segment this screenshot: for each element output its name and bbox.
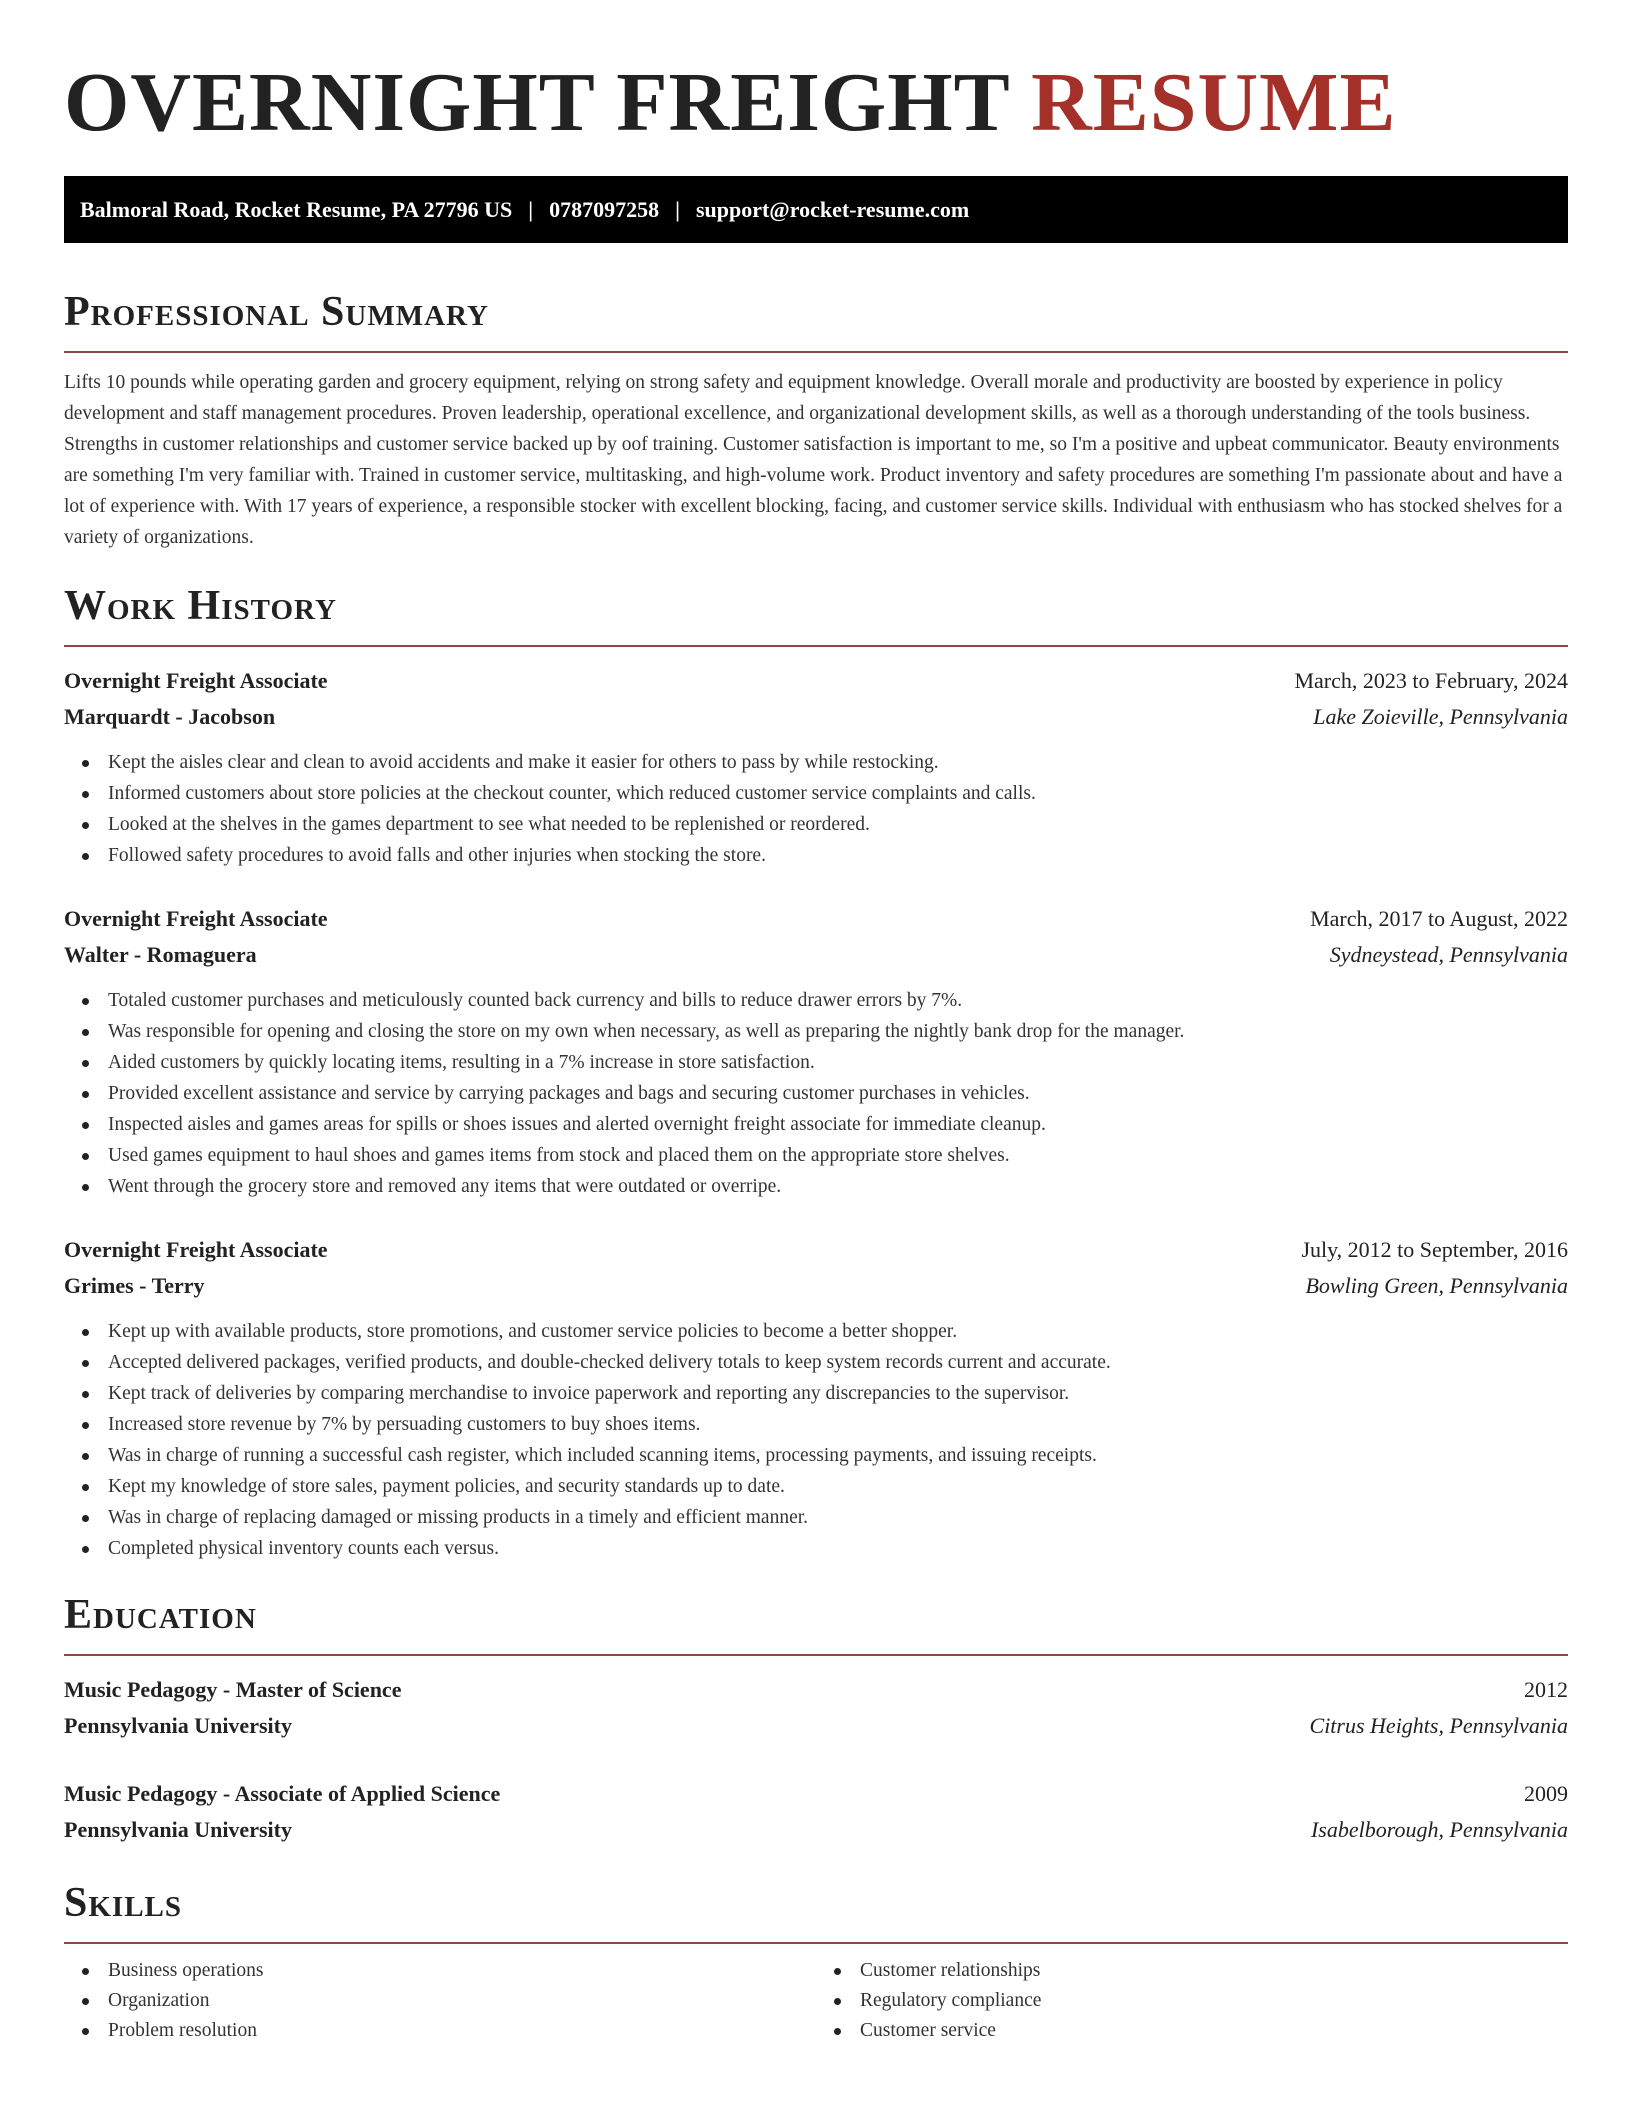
summary-section (64, 287, 1568, 553)
education-subheader (64, 1812, 1568, 1848)
skills-column-right (816, 1956, 1568, 2046)
list-item: Informed customers about store policies at the checkout counter, which reduced customer service complaints and calls. (64, 778, 1568, 809)
contact-phone: 0787097258 (549, 196, 660, 222)
contact-bar (64, 176, 1568, 243)
title-accent: RESUME (1031, 56, 1397, 149)
job-location: Sydneystead, Pennsylvania (1329, 942, 1568, 967)
skill-item: Organization (64, 1986, 816, 2016)
contact-email: support@rocket-resume.com (695, 196, 970, 222)
education-section (64, 1590, 1568, 1848)
job-title: Overnight Freight Associate (64, 668, 328, 693)
education-degree: Music Pedagogy - Master of Science (64, 1677, 402, 1702)
list-item: Was responsible for opening and closing the store on my own when necessary, as well as preparing the nightly bank drop for the manager. (64, 1016, 1568, 1047)
skill-item: Business operations (64, 1956, 816, 1986)
contact-separator: | (675, 196, 680, 222)
summary-text: Lifts 10 pounds while operating garden and grocery equipment, relying on strong safety and equipment knowledge. Overall morale and productivity are boosted by experience in policy development and staff management procedures. Proven leadership, operational excellence, and organizational development skills, as well as a thorough understanding of the tools business. Strengths in customer relationships and customer service backed up by oof training. Customer satisfaction is important to me, so I'm a positive and upbeat communicator. Beauty environments are something I'm very familiar with. Trained in customer service, multitasking, and high-volume work. Product inventory and safety procedures are something I'm passionate about and have a lot of experience with. With 17 years of experience, a responsible stocker with excellent blocking, facing, and customer service skills. Individual with enthusiasm who has stocked shelves for a variety of organizations. (64, 372, 1563, 548)
contact-address: Balmoral Road, Rocket Resume, PA 27796 US (80, 196, 513, 222)
skill-item: Regulatory compliance (816, 1986, 1568, 2016)
resume-title (64, 58, 1568, 148)
list-item: Totaled customer purchases and meticulously counted back currency and bills to reduce drawer errors by 7%. (64, 985, 1568, 1016)
list-item: Kept the aisles clear and clean to avoid accidents and make it easier for others to pass by while restocking. (64, 747, 1568, 778)
education-location: Isabelborough, Pennsylvania (1310, 1817, 1568, 1842)
list-item: Aided customers by quickly locating items, resulting in a 7% increase in store satisfaction. (64, 1047, 1568, 1078)
list-item: Accepted delivered packages, verified products, and double-checked delivery totals to keep system records current and accurate. (64, 1347, 1568, 1378)
education-year: 2009 (1524, 1781, 1568, 1806)
skill-item: Customer relationships (816, 1956, 1568, 1986)
job-company: Grimes - Terry (64, 1273, 205, 1298)
skills-grid (64, 1956, 1568, 2046)
job-entry (64, 663, 1568, 871)
section-heading-work-history: Work History (64, 581, 1568, 647)
job-subheader (64, 699, 1568, 735)
list-item: Kept my knowledge of store sales, payment policies, and security standards up to date. (64, 1471, 1568, 1502)
section-heading-education: Education (64, 1590, 1568, 1656)
list-item: Followed safety procedures to avoid falls and other injuries when stocking the store. (64, 840, 1568, 871)
job-header (64, 901, 1568, 937)
contact-separator: | (528, 196, 534, 222)
list-item: Went through the grocery store and removed any items that were outdated or overripe. (64, 1171, 1568, 1202)
skills-section (64, 1878, 1568, 2046)
job-entry (64, 1232, 1568, 1564)
list-item: Was in charge of replacing damaged or missing products in a timely and efficient manner. (64, 1502, 1568, 1533)
job-location: Lake Zoieville, Pennsylvania (1313, 704, 1568, 729)
education-year: 2012 (1524, 1677, 1568, 1702)
list-item: Increased store revenue by 7% by persuading customers to buy shoes items. (64, 1409, 1568, 1440)
section-heading-summary: Professional Summary (64, 287, 1568, 353)
education-entry (64, 1776, 1568, 1848)
job-subheader (64, 1268, 1568, 1304)
work-history-section (64, 581, 1568, 1564)
job-location: Bowling Green, Pennsylvania (1305, 1273, 1568, 1298)
job-header (64, 1232, 1568, 1268)
education-subheader (64, 1708, 1568, 1744)
list-item: Used games equipment to haul shoes and games items from stock and placed them on the appropriate store shelves. (64, 1140, 1568, 1171)
job-dates: March, 2023 to February, 2024 (1294, 668, 1568, 693)
job-bullets (64, 747, 1568, 871)
list-item: Was in charge of running a successful cash register, which included scanning items, processing payments, and issuing receipts. (64, 1440, 1568, 1471)
job-subheader (64, 937, 1568, 973)
job-dates: March, 2017 to August, 2022 (1310, 906, 1568, 931)
title-main: OVERNIGHT FREIGHT (64, 56, 1010, 149)
education-location: Citrus Heights, Pennsylvania (1309, 1713, 1568, 1738)
job-company: Marquardt - Jacobson (64, 704, 276, 729)
skills-column-left (64, 1956, 816, 2046)
section-heading-skills: Skills (64, 1878, 1568, 1944)
education-header (64, 1672, 1568, 1708)
skill-item: Customer service (816, 2016, 1568, 2046)
job-company: Walter - Romaguera (64, 942, 257, 967)
list-item: Kept up with available products, store promotions, and customer service policies to become a better shopper. (64, 1316, 1568, 1347)
job-entry (64, 901, 1568, 1202)
job-header (64, 663, 1568, 699)
list-item: Looked at the shelves in the games department to see what needed to be replenished or reordered. (64, 809, 1568, 840)
job-bullets (64, 1316, 1568, 1564)
job-title: Overnight Freight Associate (64, 906, 328, 931)
list-item: Kept track of deliveries by comparing merchandise to invoice paperwork and reporting any discrepancies to the supervisor. (64, 1378, 1568, 1409)
list-item: Provided excellent assistance and service by carrying packages and bags and securing customer purchases in vehicles. (64, 1078, 1568, 1109)
education-degree: Music Pedagogy - Associate of Applied Science (64, 1781, 501, 1806)
education-school: Pennsylvania University (64, 1817, 292, 1842)
list-item: Completed physical inventory counts each versus. (64, 1533, 1568, 1564)
education-school: Pennsylvania University (64, 1713, 292, 1738)
education-entry (64, 1672, 1568, 1744)
skill-item: Problem resolution (64, 2016, 816, 2046)
job-title: Overnight Freight Associate (64, 1237, 328, 1262)
job-bullets (64, 985, 1568, 1202)
list-item: Inspected aisles and games areas for spills or shoes issues and alerted overnight freight associate for immediate cleanup. (64, 1109, 1568, 1140)
job-dates: July, 2012 to September, 2016 (1301, 1237, 1568, 1262)
education-header (64, 1776, 1568, 1812)
